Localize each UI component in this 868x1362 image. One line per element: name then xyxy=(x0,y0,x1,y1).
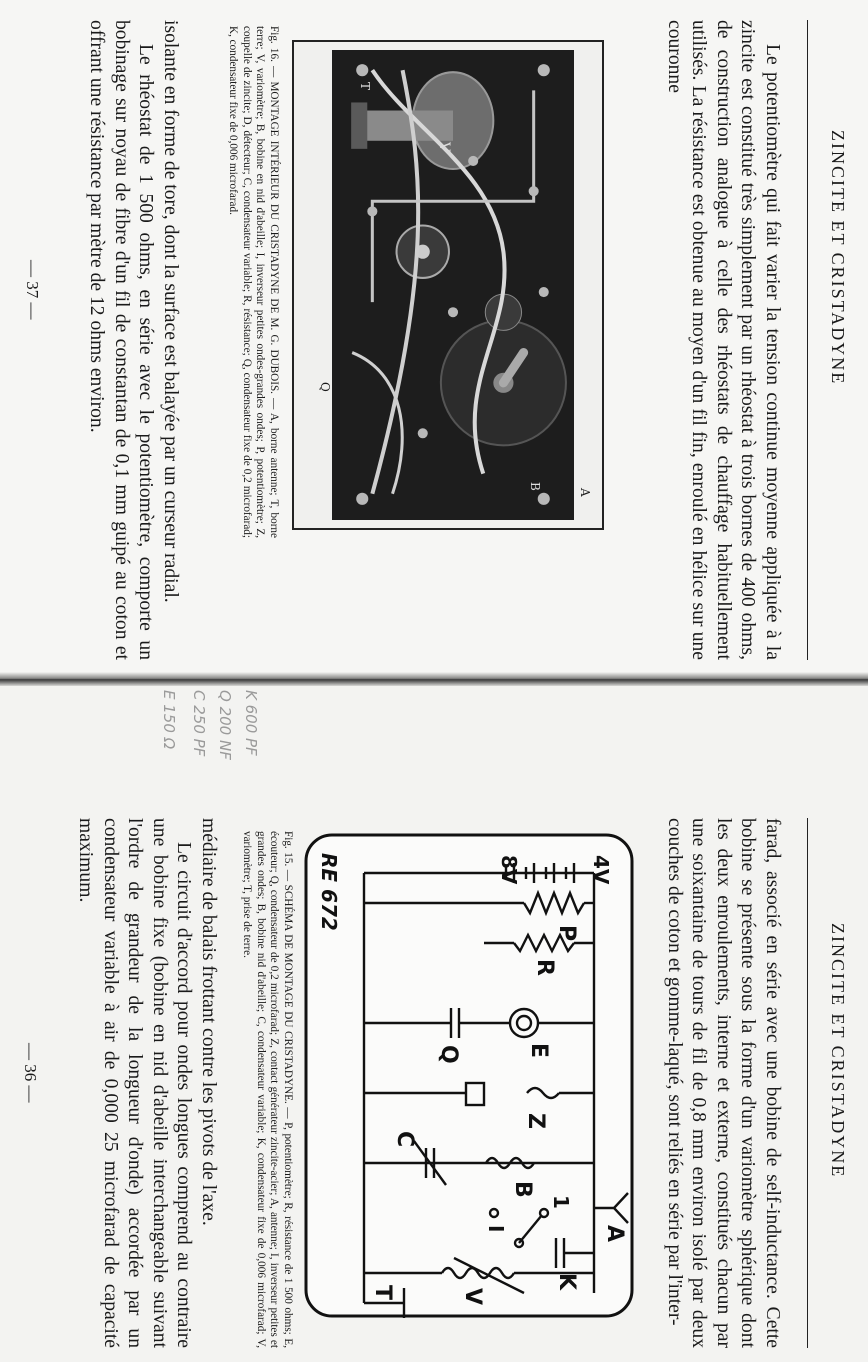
schematic-label-v: V xyxy=(460,1288,485,1306)
page-36-content xyxy=(18,698,848,1348)
figure-16-caption: Fig. 16. — MONTAGE INTÉRIEUR DU CRISTADYNE DE M. G. DUBOIS. — A, borne antenne; T, borne terre; V, variomètre; B, bobine en nid d'abeille; I, inverseur petites ondes-grandes ondes; P, potentiomètre; Z, coupelle de zincite; D, détecteur; C, condensateur variable; R, résistance; Q, condensateur fixe de 0,2 microfarad; K, condensateur fixe de 0,006 microfarad. xyxy=(227,26,280,538)
schematic-label-r: R xyxy=(532,959,557,976)
running-header: ZINCITE ET CRISTADYNE xyxy=(828,130,848,386)
photo-label-a: A xyxy=(578,488,592,497)
header-rule xyxy=(807,20,808,660)
assembly-photo xyxy=(292,40,604,530)
photo-label-q: Q xyxy=(318,382,332,392)
page-37-content xyxy=(18,20,848,660)
photo-label-v: V xyxy=(436,142,452,153)
photo-label-b: B xyxy=(528,482,542,491)
schematic-label-a: A xyxy=(602,1225,627,1243)
pencil-note-e: E 150 Ω xyxy=(160,690,178,750)
photo-label-t: T xyxy=(358,82,372,91)
page-number: — 36 — xyxy=(21,1043,40,1103)
book-gutter xyxy=(0,672,868,686)
schematic-label-1: 1 xyxy=(549,1195,573,1209)
page-number: — 37 — xyxy=(23,260,42,320)
body-paragraph: Le potentiomètre qui fait varier la tension continue moyenne appliquée à la zincite est constitué très simplement par un rhéostat à trois bornes de 400 ohms, de construction analogue à celle des rhéostats de chauffage habituellement utilisés. La résistance est obtenue au moyen d'un fil fin, enroulé en hélice sur une couronne xyxy=(664,20,783,660)
schematic-label-i: I xyxy=(484,1225,508,1233)
pencil-note-k: K 600 PF xyxy=(242,690,260,756)
header-rule xyxy=(807,818,808,1348)
pencil-note-q: Q 200 NF xyxy=(216,690,234,760)
schematic-label-b: B xyxy=(510,1181,535,1198)
cristadyne-schematic xyxy=(304,833,634,1318)
schematic-label-p: P xyxy=(554,925,579,942)
schematic-label-k: K xyxy=(554,1273,579,1291)
body-paragraph-2: médiaire de balais frottant contre les pivots de l'axe. Le circuit d'accord pour ondes longues comprend au contraire une bobine fixe (bobine en nid d'abeille interchangeable suivant l'ordre de grandeur de la longueur d'onde) accordée par un condensateur variable à air de 0,000 25 microfarad de capacité maximum. xyxy=(75,818,219,1348)
schematic-label-e: E xyxy=(526,1043,551,1059)
schematic-label-8v: 8V xyxy=(497,855,521,885)
schematic-label-4v: 4V xyxy=(589,855,613,885)
figure-15-caption: Fig. 15. — SCHÉMA DE MONTAGE DU CRISTADYNE. — P, potentiomètre; R, résistance de 1 500 ohms; E, écouteur; Q, condensateur de 0,2 microfarad; Z, contact générateur zincite-acier; A, antenne; I, inverseur petites et grandes ondes; B, bobine nid d'abeille; C, condensateur variable; K, condensateur fixe de 0,006 microfarad; V, variomètre; T, prise de terre. xyxy=(241,831,294,1348)
schematic-label-t: T xyxy=(370,1285,395,1301)
body-paragraph: farad, associé en série avec une bobine de self-inductance. Cette bobine se présente sous la forme d'un variomètre sphérique dont les deux enroulements, interne et externe, constitués chacun par une soixantaine de tours de fil de 0,8 mm environ isolé par deux couches de coton et gomme-laqué, sont reliés en série par l'inter- xyxy=(664,818,783,1348)
running-header: ZINCITE ET CRISTADYNE xyxy=(828,923,848,1179)
schematic-label-q: Q xyxy=(436,1045,461,1064)
schematic-label-c: C xyxy=(392,1131,417,1148)
schematic-label-z: Z xyxy=(523,1113,548,1129)
pencil-note-c: C 250 PF xyxy=(190,690,208,757)
pencil-notes xyxy=(160,690,260,830)
schematic-ref: RE 672 xyxy=(317,853,341,931)
body-paragraph-2: isolante en forme de tore, dont la surface est balayée par un curseur radial. Le rhéostat de 1 500 ohms, en série avec le potentiomètre, comporte un bobinage sur noyau de fibre d'un fil de constantan de 0,1 mm guipé au coton et offrant une résistance par mètre de 12 ohms environ. xyxy=(86,20,181,660)
